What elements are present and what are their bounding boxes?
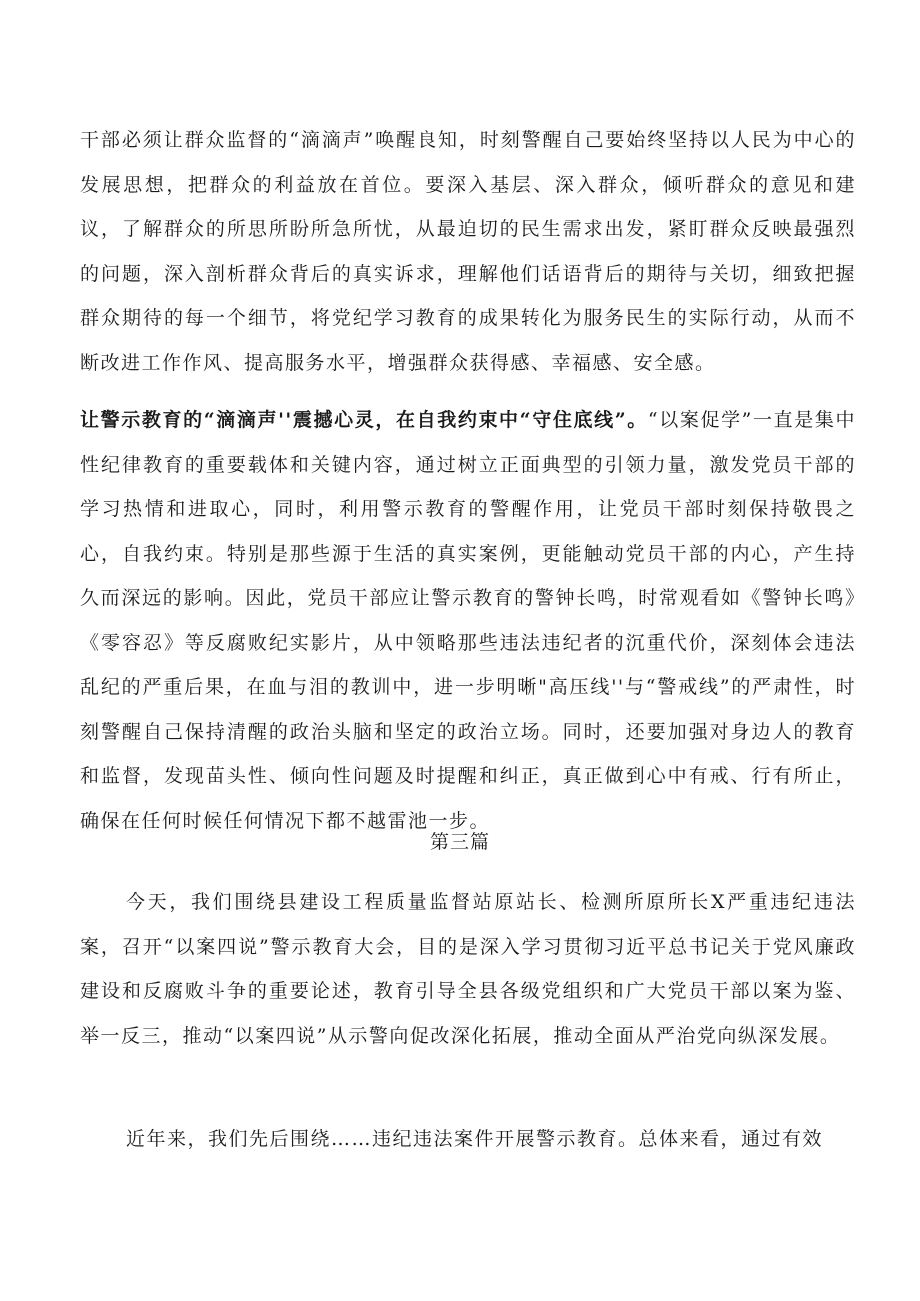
- paragraph-4: 近年来，我们先后围绕……违纪违法案件开展警示教育。总体来看，通过有效: [126, 1128, 824, 1150]
- paragraph-2-body: “以案促学”一直是集中性纪律教育的重要载体和关键内容，通过树立正面典型的引领力量，激发党员干部的学习热情和进取心，同时，利用警示教育的警醒作用，让党员干部时刻保持敬畏之心，自我约束。特别是那些源于生活的真实案例，更能触动党员干部的内心，产生持久而深远的影响。因此，党员干部应让警示教育的警钟长鸣，时常观看如《警钟长鸣》《零容忍》等反腐败纪实影片，从中领略那些违法违纪者的沉重代价，深刻体会违法乱纪的严重后果，在血与泪的教训中，进一步明晰"高压线''与“警戒线”的严肃性，时刻警醒自己保持清醒的政治头脑和坚定的政治立场。同时，还要加强对身边人的教育和监督，发现苗头性、倾向性问题及时提醒和纠正，真正做到心中有戒、行有所止，确保在任何时候任何情况下都不越雷池一步。: [80, 409, 856, 832]
- paragraph-3: 今天，我们围绕县建设工程质量监督站原站长、检测所原所长X严重违纪违法案，召开“以案四说”警示教育大会，目的是深入学习贯彻习近平总书记关于党风廉政建设和反腐败斗争的重要论述，教育引导全县各级党组织和广大党员干部以案为鉴、举一反三，推动“以案四说”从示警向促改深化拓展，推动全面从严治党向纵深发展。: [80, 891, 856, 1047]
- paragraph-1: 干部必须让群众监督的“滴滴声”唤醒良知，时刻警醒自己要始终坚持以人民为中心的发展思想，把群众的利益放在首位。要深入基层、深入群众，倾听群众的意见和建议，了解群众的所思所盼所急所忧，从最迫切的民生需求出发，紧盯群众反映最强烈的问题，深入剖析群众背后的真实诉求，理解他们话语背后的期待与关切，细致把握群众期待的每一个细节，将党纪学习教育的成果转化为服务民生的实际行动，从而不断改进工作作风、提高服务水平，增强群众获得感、幸福感、安全感。: [80, 129, 856, 374]
- section-heading: 第三篇: [429, 831, 490, 853]
- paragraph-2: [80, 398, 856, 843]
- paragraph-2-lead: 让警示教育的“滴滴声''震撼心灵，在自我约束中“守住底线”。: [80, 409, 648, 431]
